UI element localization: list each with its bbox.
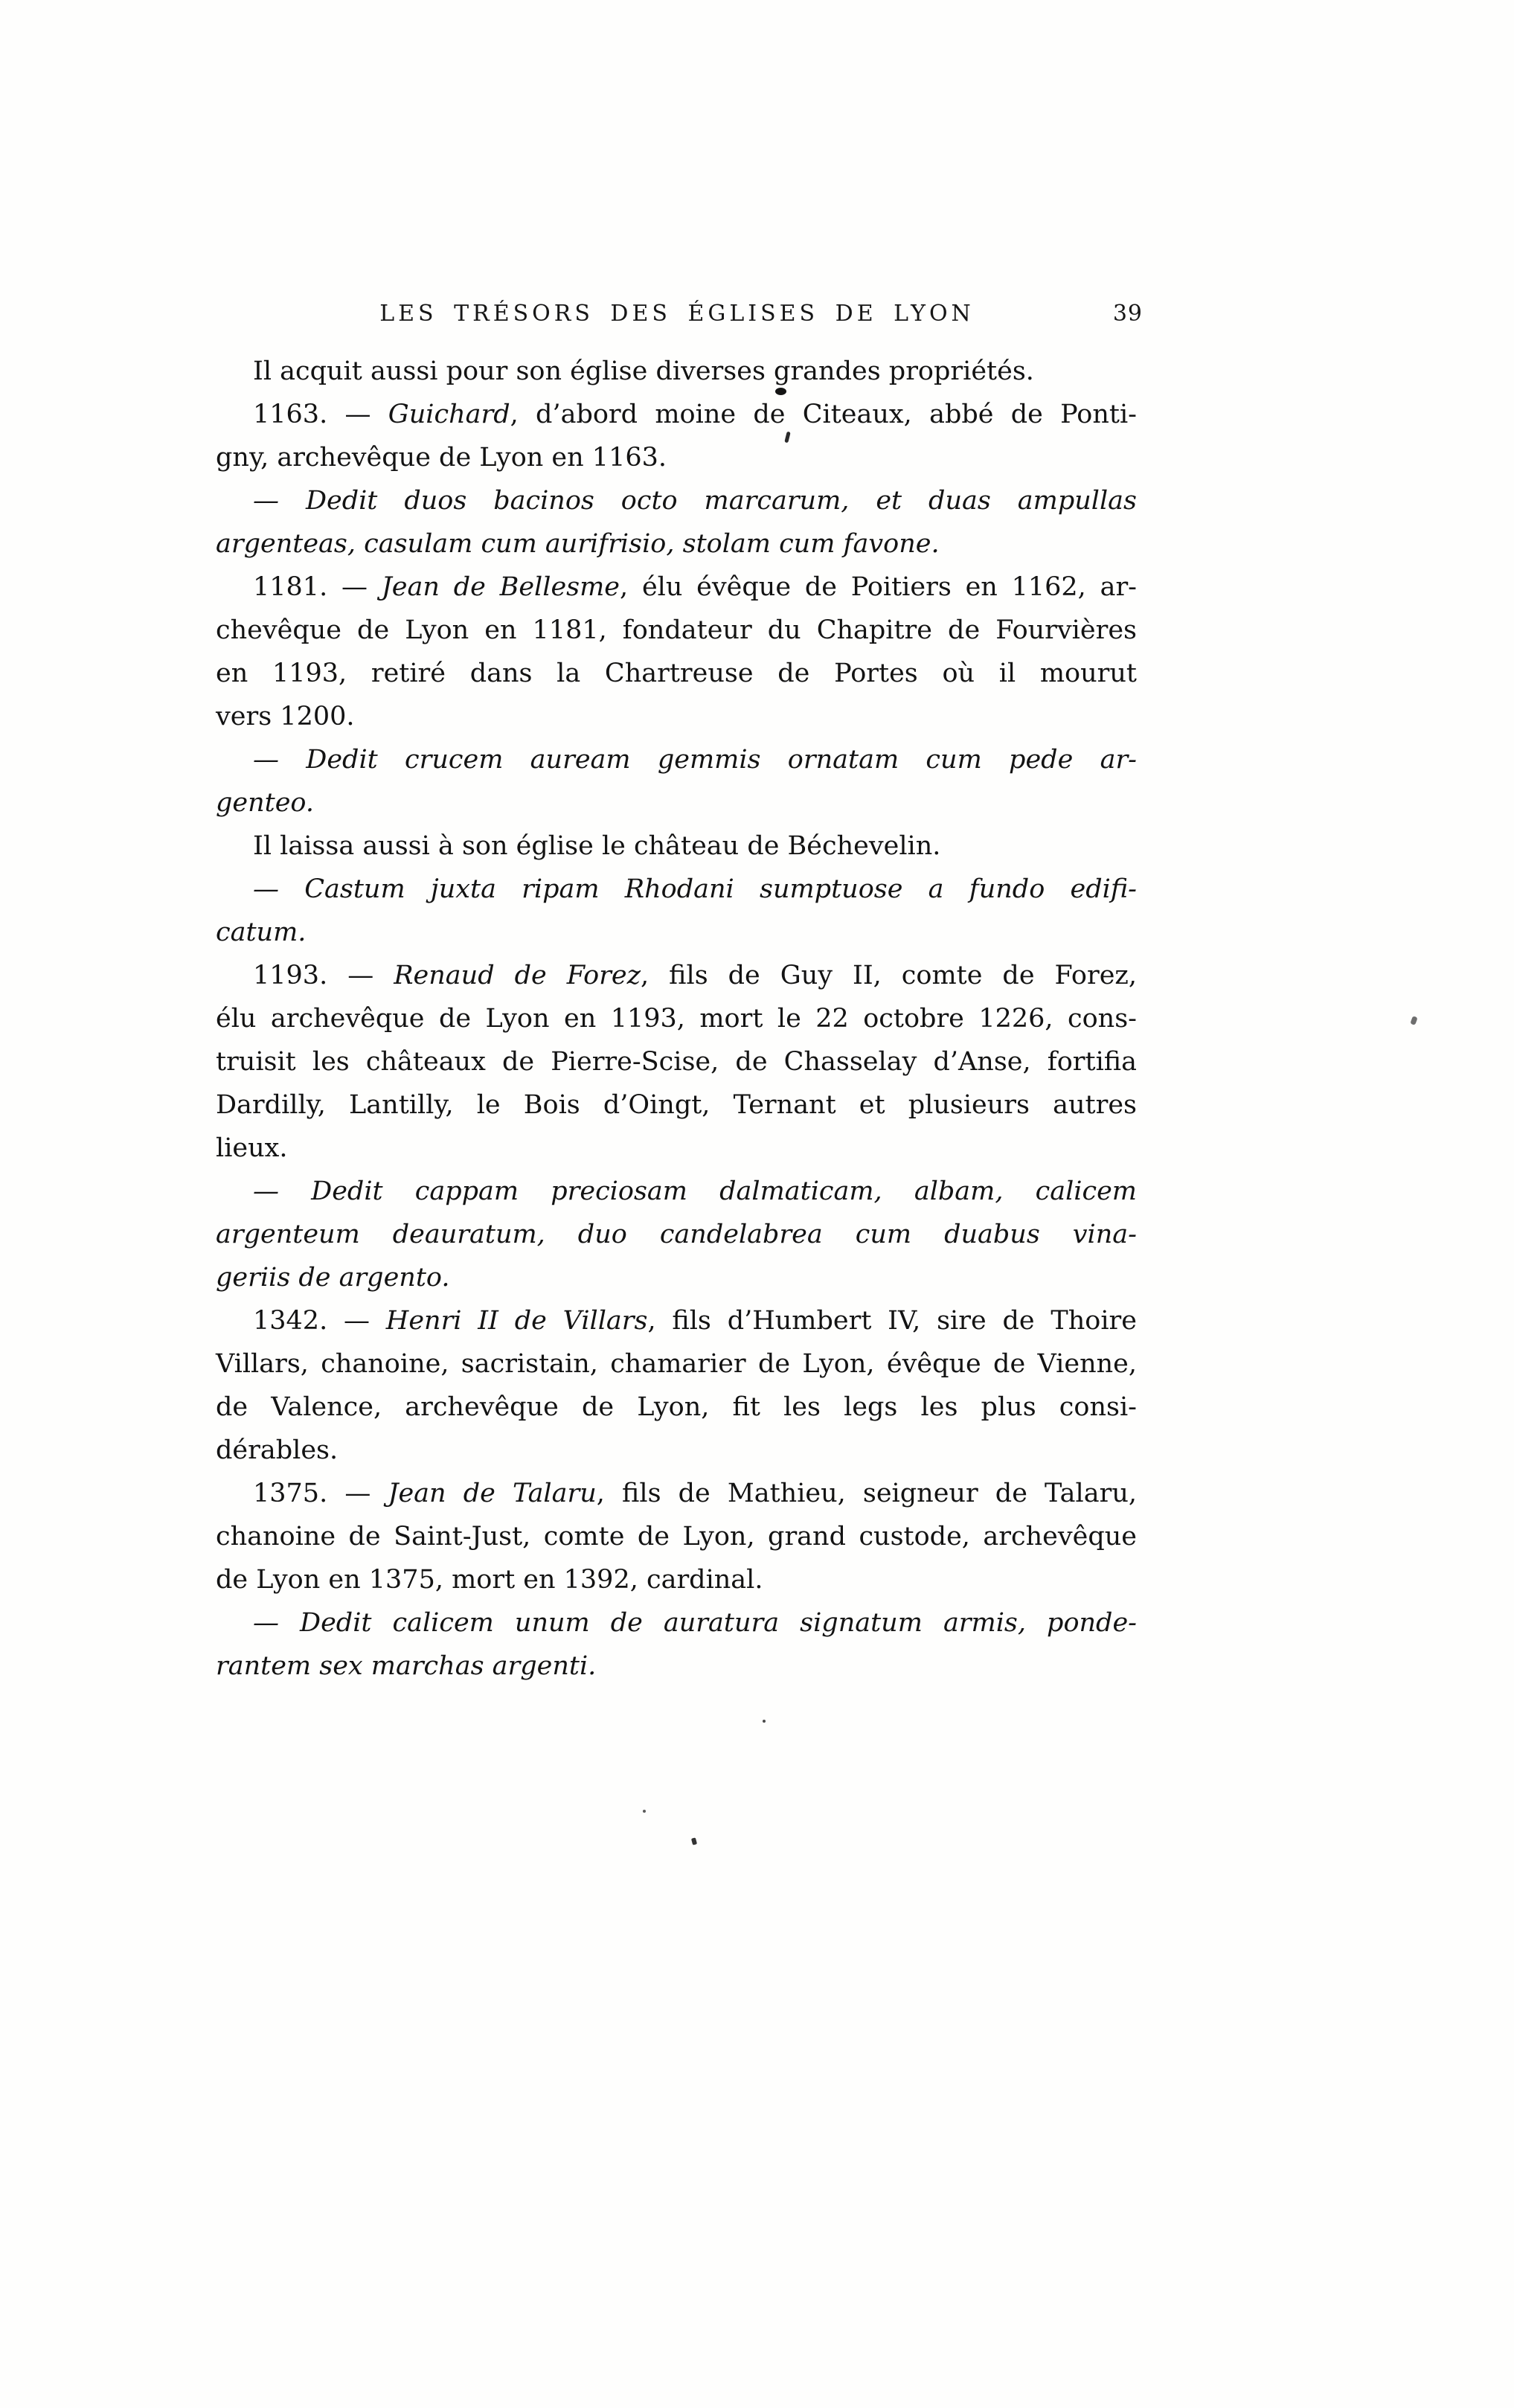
text-line	[216, 436, 1137, 479]
text-line	[216, 566, 1137, 609]
italic-text-segment: geriis de argento.	[216, 1263, 450, 1293]
running-title: LES TRÉSORS DES ÉGLISES DE LYON	[379, 301, 975, 327]
text-line	[216, 1170, 1137, 1213]
text-line	[216, 911, 1137, 954]
text-block	[216, 350, 1137, 1688]
italic-text-segment: argenteum deauratum, duo candelabrea cum duabus vina-	[216, 1220, 1137, 1249]
text-line	[216, 1601, 1137, 1645]
text-segment: Dardilly, Lantilly, le Bois d’Oingt, Ternant et plusieurs autres	[216, 1090, 1137, 1120]
text-line	[216, 652, 1137, 695]
text-segment: en 1193, retiré dans la Chartreuse de Portes où il mourut	[216, 659, 1137, 688]
text-line	[216, 1429, 1137, 1472]
italic-text-segment: Jean de Talaru	[388, 1479, 597, 1508]
italic-text-segment: — Dedit cappam preciosam dalmaticam, albam, calicem	[253, 1176, 1137, 1206]
ink-blot-speck	[775, 388, 786, 395]
text-segment: dérables.	[216, 1435, 339, 1465]
text-segment: 1181. —	[253, 572, 382, 602]
text-segment: lieux.	[216, 1133, 288, 1163]
text-line	[216, 1299, 1137, 1342]
text-segment: , fils de Guy II, comte de Forez,	[641, 961, 1137, 990]
text-line	[216, 1342, 1137, 1386]
text-segment: , d’abord moine de Citeaux, abbé de Ponti-	[510, 400, 1138, 429]
text-segment: gny, archevêque de Lyon en 1163.	[216, 443, 667, 473]
text-segment: 1342. —	[253, 1306, 386, 1336]
text-segment: 1375. —	[253, 1479, 388, 1508]
ink-dot-speck	[691, 1837, 697, 1845]
text-line	[216, 1256, 1137, 1299]
italic-text-segment: rantem sex marchas argenti.	[216, 1651, 597, 1681]
text-segment: , fils d’Humbert IV, sire de Thoire	[647, 1306, 1137, 1336]
text-line	[216, 695, 1137, 738]
page-header	[216, 301, 1143, 327]
text-segment: Il laissa aussi à son église le château de Béchevelin.	[253, 831, 941, 861]
margin-ink-mark	[1410, 1016, 1417, 1025]
text-segment: , fils de Mathieu, seigneur de Talaru,	[596, 1479, 1137, 1508]
text-segment: 1193. —	[253, 961, 394, 990]
text-segment: 1163. —	[253, 400, 388, 429]
text-segment: Villars, chanoine, sacristain, chamarier de Lyon, évêque de Vienne,	[216, 1349, 1137, 1379]
italic-text-segment: — Castum juxta ripam Rhodani sumptuose a fundo edifi-	[253, 874, 1137, 904]
italic-text-segment: genteo.	[216, 788, 315, 818]
text-line	[216, 997, 1137, 1040]
text-segment: élu archevêque de Lyon en 1193, mort le 22 octobre 1226, cons-	[216, 1004, 1137, 1034]
text-line	[216, 1040, 1137, 1083]
text-segment: Il acquit aussi pour son église diverses grandes propriétés.	[253, 356, 1034, 386]
page-number: 39	[1112, 301, 1143, 327]
text-line	[216, 824, 1137, 868]
text-line	[216, 954, 1137, 997]
ink-dot-speck	[763, 1720, 766, 1723]
italic-text-segment: — Dedit duos bacinos octo marcarum, et duas ampullas	[253, 486, 1137, 516]
text-segment: chanoine de Saint-Just, comte de Lyon, grand custode, archevêque	[216, 1522, 1137, 1552]
text-line	[216, 1083, 1137, 1127]
text-line	[216, 738, 1137, 781]
text-segment: de Valence, archevêque de Lyon, fit les legs les plus consi-	[216, 1392, 1137, 1422]
text-line	[216, 1515, 1137, 1558]
italic-text-segment: Henri II de Villars	[385, 1306, 648, 1336]
text-line	[216, 1386, 1137, 1429]
italic-text-segment: catum.	[216, 918, 307, 947]
italic-text-segment: Renaud de Forez	[394, 961, 641, 990]
text-segment: , élu évêque de Poitiers en 1162, ar-	[620, 572, 1138, 602]
italic-text-segment: Guichard	[388, 400, 510, 429]
text-line	[216, 1472, 1137, 1515]
text-line	[216, 868, 1137, 911]
text-segment: vers 1200.	[216, 702, 355, 731]
text-line	[216, 1127, 1137, 1170]
italic-text-segment: argenteas, casulam cum aurifrisio, stolam cum favone.	[216, 529, 940, 559]
text-line	[216, 393, 1137, 436]
text-segment: truisit les châteaux de Pierre-Scise, de Chasselay d’Anse, fortifia	[216, 1047, 1137, 1077]
text-line	[216, 781, 1137, 824]
text-line	[216, 350, 1137, 393]
text-segment: de Lyon en 1375, mort en 1392, cardinal.	[216, 1565, 763, 1595]
text-line	[216, 609, 1137, 652]
italic-text-segment: Jean de Bellesme	[381, 572, 620, 602]
text-segment: chevêque de Lyon en 1181, fondateur du Chapitre de Fourvières	[216, 615, 1137, 645]
italic-text-segment: — Dedit calicem unum de auratura signatum armis, ponde-	[253, 1608, 1137, 1638]
text-line	[216, 479, 1137, 522]
text-line	[216, 1213, 1137, 1256]
ink-dot-speck	[643, 1810, 646, 1813]
text-line	[216, 522, 1137, 566]
text-line	[216, 1645, 1137, 1688]
text-line	[216, 1558, 1137, 1601]
italic-text-segment: — Dedit crucem auream gemmis ornatam cum pede ar-	[253, 745, 1137, 775]
